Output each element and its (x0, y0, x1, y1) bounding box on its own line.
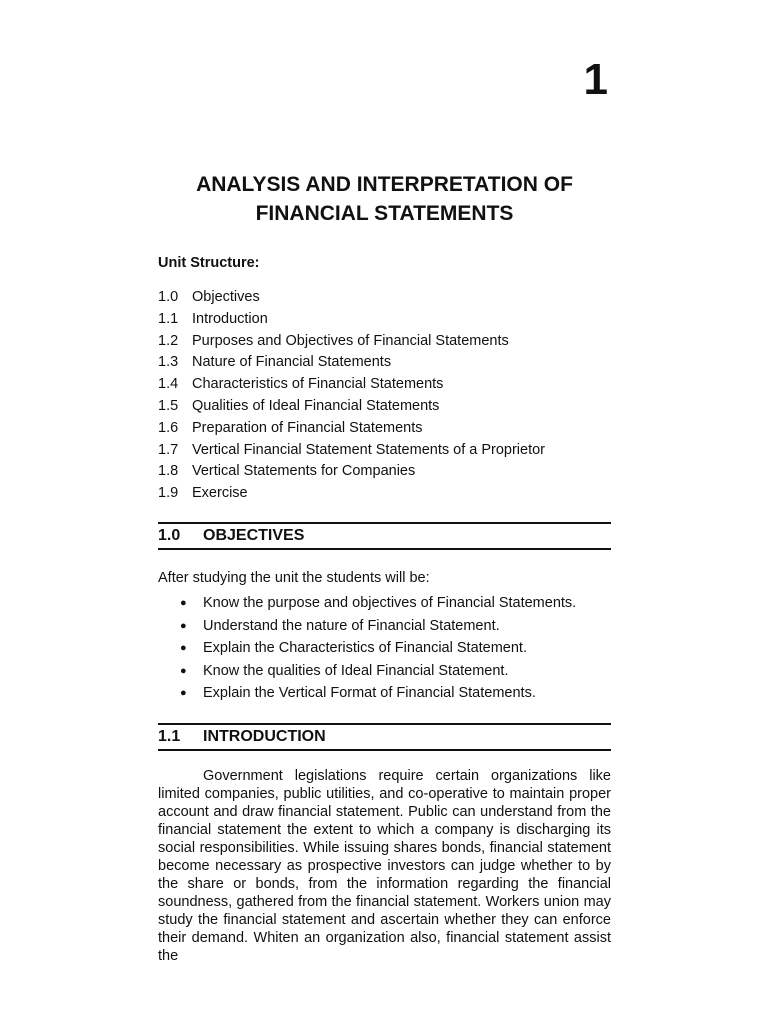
bullet-icon: ● (180, 664, 187, 677)
toc-item (158, 440, 545, 462)
toc-item-text: Objectives (192, 289, 260, 305)
toc-item-number: 1.6 (158, 419, 179, 436)
objective-item (180, 592, 576, 615)
toc-item (158, 374, 545, 396)
toc-item-number: 1.7 (158, 441, 179, 458)
chapter-title: ANALYSIS AND INTERPRETATION OF FINANCIAL STATEMENTS (196, 173, 573, 225)
toc-item-text: Exercise (192, 485, 248, 502)
toc-item-number: 1.0 (158, 289, 179, 305)
toc-item-number: 1.1 (158, 310, 179, 327)
section-number: 1.0 (158, 527, 181, 544)
bullet-icon: ● (180, 619, 187, 632)
toc-item (158, 309, 545, 331)
toc-item-number: 1.2 (158, 332, 179, 349)
objective-item (180, 660, 576, 683)
toc-item (158, 483, 545, 505)
toc-item-number: 1.9 (158, 485, 179, 502)
toc-item (158, 461, 545, 483)
toc-item (158, 331, 545, 353)
objective-item (180, 615, 576, 638)
toc-item-number: 1.3 (158, 354, 179, 371)
objective-text: Understand the nature of Financial Statement. (203, 617, 500, 634)
toc-item-text: Qualities of Ideal Financial Statements (192, 397, 440, 414)
introduction-paragraph: Government legislations require certain organizations like limited companies, public utilities, and co-operative to maintain proper account and draw financial statement. Public can understand from the financial statement the extent to which a company is discharging its social responsibilities. While issuing shares bonds, financial statement become necessary as prospective investors can judge whether to by the share or bonds, from the information regarding the financial soundness, gathered from the financial statement. Workers union may study the financial statement and ascertain whether they can enforce their demand. Whiten an organization also, financial statement assist the (158, 768, 611, 964)
bullet-icon: ● (180, 642, 187, 655)
section-heading-objectives (158, 522, 611, 550)
objective-item (180, 682, 576, 705)
objective-item (180, 637, 576, 660)
toc-item-number: 1.8 (158, 463, 179, 480)
section-number: 1.1 (158, 728, 181, 745)
objectives-intro: After studying the unit the students will be: (158, 570, 430, 586)
toc-item-text: Characteristics of Financial Statements (192, 376, 444, 393)
unit-structure-label: Unit Structure: (158, 255, 260, 271)
toc-item-text: Nature of Financial Statements (192, 354, 392, 371)
toc-item-number: 1.4 (158, 376, 179, 393)
objective-text: Know the qualities of Ideal Financial Statement. (203, 662, 509, 679)
toc-item (158, 418, 545, 440)
unit-structure-list (158, 287, 545, 505)
toc-item (158, 396, 545, 418)
chapter-number: 1 (583, 55, 608, 104)
toc-item-text: Preparation of Financial Statements (192, 419, 423, 436)
objective-text: Explain the Vertical Format of Financial Statements. (203, 685, 536, 702)
section-heading-introduction (158, 723, 611, 751)
toc-item-text: Purposes and Objectives of Financial Statements (192, 332, 509, 349)
objective-text: Explain the Characteristics of Financial Statement. (203, 640, 527, 657)
toc-item-text: Vertical Statements for Companies (192, 463, 416, 480)
toc-item (158, 352, 545, 374)
objectives-list (180, 592, 576, 705)
toc-item-text: Introduction (192, 310, 268, 327)
bullet-icon: ● (180, 687, 187, 700)
toc-item (158, 287, 545, 309)
bullet-icon: ● (180, 597, 187, 609)
toc-item-number: 1.5 (158, 397, 179, 414)
toc-item-text: Vertical Financial Statement Statements of a Proprietor (192, 441, 546, 458)
objective-text: Know the purpose and objectives of Financial Statements. (203, 595, 577, 611)
section-title: INTRODUCTION (203, 728, 326, 745)
section-title: OBJECTIVES (203, 527, 305, 544)
